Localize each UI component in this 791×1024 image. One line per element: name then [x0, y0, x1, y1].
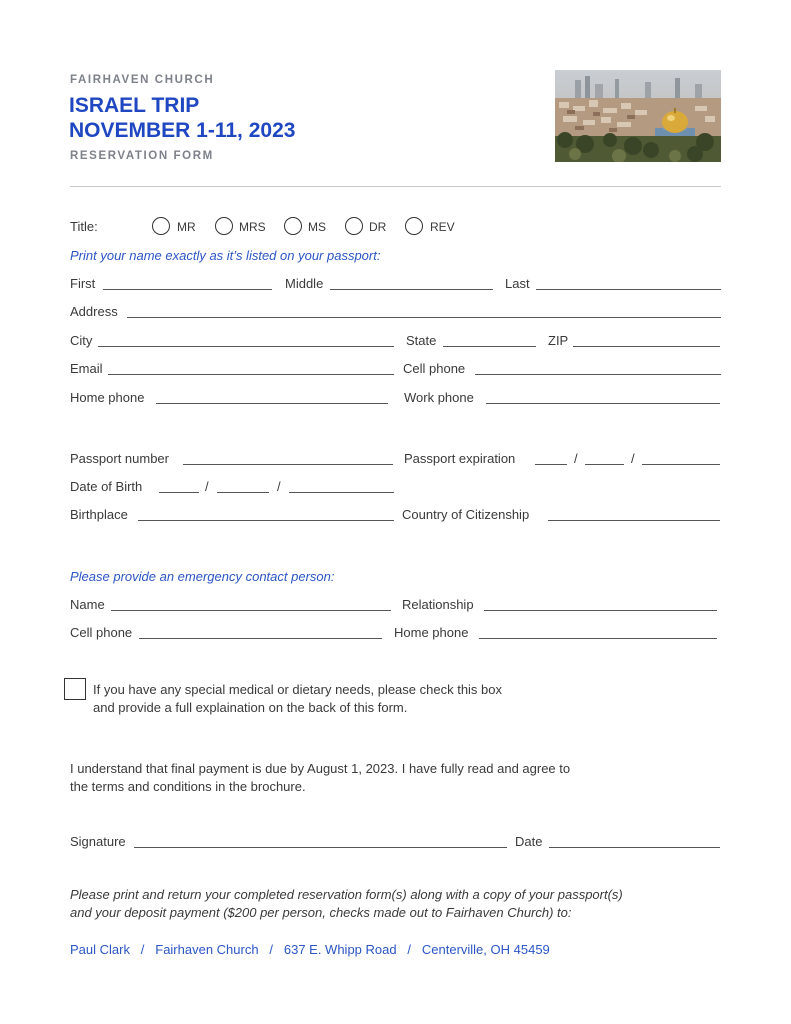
medical-needs-text: [93, 681, 502, 717]
agreement-line1: I understand that final payment is due by August 1, 2023. I have fully read and agree to: [70, 761, 571, 776]
relationship-field[interactable]: [484, 610, 717, 611]
dob-year-field[interactable]: [289, 492, 394, 493]
email-field[interactable]: [108, 374, 394, 375]
radio-dr[interactable]: [345, 217, 363, 235]
trip-title-line2: NOVEMBER 1-11, 2023: [69, 119, 296, 142]
passport-exp-year-field[interactable]: [642, 464, 720, 465]
date-separator: /: [205, 479, 209, 494]
trip-title-line1: ISRAEL TRIP: [69, 94, 200, 117]
state-field[interactable]: [443, 346, 536, 347]
email-label: Email: [70, 361, 103, 376]
radio-dr-label: DR: [369, 220, 387, 234]
passport-expiration-label: Passport expiration: [404, 451, 516, 466]
home-phone-label: Home phone: [70, 390, 145, 405]
radio-mr[interactable]: [152, 217, 170, 235]
last-name-label: Last: [505, 276, 530, 291]
emergency-name-label: Name: [70, 597, 105, 612]
passport-name-note: Print your name exactly as it’s listed on your passport:: [70, 248, 381, 263]
date-of-birth-label: Date of Birth: [70, 479, 143, 494]
first-name-field[interactable]: [103, 289, 272, 290]
medical-needs-line2: and provide a full explaination on the back of this form.: [93, 700, 408, 715]
last-name-field[interactable]: [536, 289, 721, 290]
cell-phone-field[interactable]: [475, 374, 721, 375]
city-field[interactable]: [98, 346, 394, 347]
passport-number-label: Passport number: [70, 451, 169, 466]
passport-exp-month-field[interactable]: [535, 464, 567, 465]
date-separator: /: [277, 479, 281, 494]
return-instructions: [70, 886, 623, 922]
state-label: State: [406, 333, 437, 348]
passport-number-field[interactable]: [183, 464, 393, 465]
organization-name: FAIRHAVEN CHURCH: [70, 74, 215, 86]
city-label: City: [70, 333, 93, 348]
zip-label: ZIP: [548, 333, 569, 348]
address-field[interactable]: [127, 317, 721, 318]
form-subtitle: RESERVATION FORM: [70, 150, 214, 162]
first-name-label: First: [70, 276, 96, 291]
emergency-cell-phone-label: Cell phone: [70, 625, 133, 640]
signature-label: Signature: [70, 834, 126, 849]
return-instructions-line1: Please print and return your completed reservation form(s) along with a copy of your passport(s): [70, 887, 623, 902]
emergency-cell-phone-field[interactable]: [139, 638, 382, 639]
home-phone-field[interactable]: [156, 403, 388, 404]
cell-phone-label: Cell phone: [403, 361, 466, 376]
jerusalem-photo: [555, 70, 721, 162]
radio-mrs[interactable]: [215, 217, 233, 235]
emergency-name-field[interactable]: [111, 610, 391, 611]
relationship-label: Relationship: [402, 597, 474, 612]
country-of-citizenship-field[interactable]: [548, 520, 720, 521]
payment-agreement-text: [70, 760, 570, 796]
mailing-address: Paul Clark / Fairhaven Church / 637 E. Whipp Road / Centerville, OH 45459: [70, 942, 550, 957]
radio-mr-label: MR: [177, 220, 196, 234]
signature-date-label: Date: [515, 834, 543, 849]
radio-rev[interactable]: [405, 217, 423, 235]
emergency-home-phone-label: Home phone: [394, 625, 469, 640]
radio-ms[interactable]: [284, 217, 302, 235]
medical-needs-checkbox[interactable]: [64, 678, 86, 700]
emergency-home-phone-field[interactable]: [479, 638, 717, 639]
country-of-citizenship-label: Country of Citizenship: [402, 507, 530, 522]
header-divider: [70, 186, 721, 187]
date-separator: /: [574, 451, 578, 466]
date-separator: /: [631, 451, 635, 466]
zip-field[interactable]: [573, 346, 720, 347]
middle-name-label: Middle: [285, 276, 324, 291]
dob-month-field[interactable]: [159, 492, 199, 493]
birthplace-field[interactable]: [138, 520, 394, 521]
work-phone-label: Work phone: [404, 390, 474, 405]
signature-date-field[interactable]: [549, 847, 720, 848]
emergency-contact-note: Please provide an emergency contact person:: [70, 569, 335, 584]
title-label: Title:: [70, 219, 98, 234]
dob-day-field[interactable]: [217, 492, 269, 493]
radio-ms-label: MS: [308, 220, 326, 234]
return-instructions-line2: and your deposit payment ($200 per person, checks made out to Fairhaven Church) to:: [70, 905, 572, 920]
medical-needs-line1: If you have any special medical or dietary needs, please check this box: [93, 682, 503, 697]
work-phone-field[interactable]: [486, 403, 720, 404]
address-label: Address: [70, 304, 118, 319]
agreement-line2: the terms and conditions in the brochure.: [70, 779, 306, 794]
trip-title: [69, 93, 295, 143]
signature-field[interactable]: [134, 847, 507, 848]
birthplace-label: Birthplace: [70, 507, 128, 522]
radio-rev-label: REV: [430, 220, 455, 234]
radio-mrs-label: MRS: [239, 220, 266, 234]
passport-exp-day-field[interactable]: [585, 464, 624, 465]
middle-name-field[interactable]: [330, 289, 493, 290]
